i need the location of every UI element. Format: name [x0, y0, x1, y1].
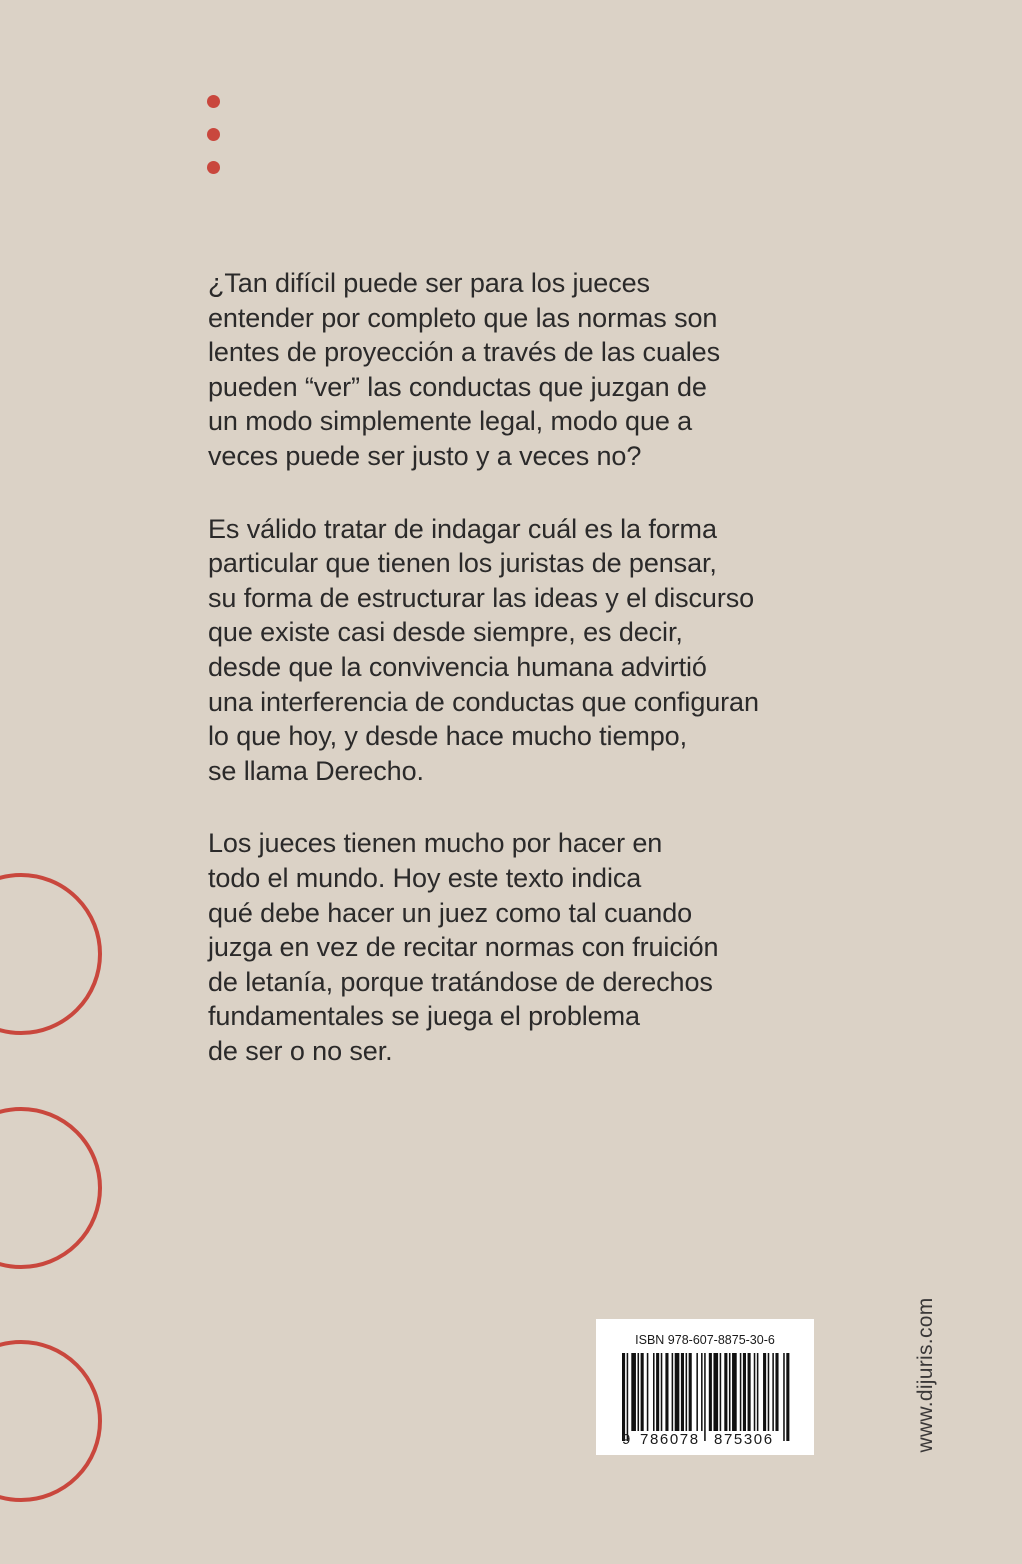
red-dot — [207, 95, 220, 108]
text-line: veces puede ser justo y a veces no? — [208, 440, 642, 471]
barcode-bar — [748, 1353, 751, 1431]
text-line: todo el mundo. Hoy este texto indica — [208, 862, 642, 893]
paragraph-3 — [208, 826, 848, 1068]
paragraph-1 — [208, 266, 848, 474]
text-line: juzga en vez de recitar normas con fruición — [208, 932, 719, 963]
circle-outline-icon — [0, 1107, 102, 1269]
website-text: www.dijuris.com — [914, 1297, 937, 1453]
text-line: que existe casi desde siempre, es decir, — [208, 617, 683, 648]
barcode-bar — [696, 1353, 698, 1431]
text-line: de ser o no ser. — [208, 1035, 393, 1066]
barcode-digit-first: 9 — [622, 1431, 631, 1448]
barcode-bar — [772, 1353, 774, 1431]
barcode-bar — [740, 1353, 742, 1431]
barcode-bar — [754, 1353, 756, 1431]
barcode-bar — [622, 1353, 625, 1441]
barcode-bar — [686, 1353, 688, 1431]
decorative-circles — [0, 873, 120, 1513]
barcode-bar — [656, 1353, 659, 1431]
barcode-bar — [665, 1353, 668, 1431]
text-line: fundamentales se juega el problema — [208, 1001, 640, 1032]
barcode-bar — [638, 1353, 640, 1431]
text-line: se llama Derecho. — [208, 755, 424, 786]
barcode-digits-right: 875306 — [714, 1431, 774, 1448]
barcode-digits-left: 786078 — [640, 1431, 700, 1448]
text-line: pueden “ver” las conductas que juzgan de — [208, 371, 707, 402]
barcode-bar — [786, 1353, 789, 1441]
barcode-bar — [681, 1353, 684, 1431]
barcode-bar — [743, 1353, 746, 1431]
barcode-bar — [641, 1353, 644, 1431]
barcode-bar — [675, 1353, 680, 1431]
barcode-bar — [709, 1353, 712, 1431]
text-line: una interferencia de conductas que configuran — [208, 686, 759, 717]
barcode-bar — [661, 1353, 663, 1431]
barcode-icon — [618, 1353, 792, 1441]
text-line: su forma de estructurar las ideas y el discurso — [208, 582, 755, 613]
barcode-bar — [653, 1353, 655, 1431]
text-line: lo que hoy, y desde hace mucho tiempo, — [208, 721, 687, 752]
barcode-bar — [783, 1353, 785, 1441]
text-line: de letanía, porque tratándose de derechos — [208, 966, 713, 997]
barcode-bar — [704, 1353, 706, 1441]
text-line: ¿Tan difícil puede ser para los jueces — [208, 268, 650, 298]
text-line: qué debe hacer un juez como tal cuando — [208, 897, 693, 928]
text-line: particular que tienen los juristas de pensar, — [208, 548, 717, 579]
barcode-bar — [713, 1353, 718, 1431]
barcode-bar — [729, 1353, 731, 1431]
barcode-bar — [757, 1353, 759, 1431]
barcode-bar — [732, 1353, 737, 1431]
barcode-bar — [627, 1353, 629, 1441]
red-dot — [207, 161, 220, 174]
barcode-bar — [724, 1353, 727, 1431]
circle-outline-icon — [0, 1340, 102, 1502]
barcode-bar — [689, 1353, 692, 1431]
text-line: lentes de proyección a través de las cuales — [208, 337, 720, 368]
isbn-label: ISBN 978-607-8875-30-6 — [635, 1333, 775, 1347]
barcode-bar — [768, 1353, 770, 1431]
red-dot — [207, 128, 220, 141]
text-line: Los jueces tienen mucho por hacer en — [208, 828, 663, 859]
decorative-dots — [207, 95, 221, 194]
paragraph-2 — [208, 512, 848, 789]
publisher-website — [906, 1292, 946, 1458]
barcode-bar — [672, 1353, 674, 1431]
barcode-bar — [631, 1353, 636, 1431]
barcode-bar — [720, 1353, 722, 1431]
isbn-barcode — [596, 1319, 814, 1455]
barcode-bar — [763, 1353, 766, 1431]
barcode-bar — [775, 1353, 778, 1431]
barcode-bar — [647, 1353, 649, 1431]
synopsis-text — [208, 266, 848, 1106]
text-line: desde que la convivencia humana advirtió — [208, 651, 707, 682]
text-line: un modo simplemente legal, modo que a — [208, 406, 693, 437]
text-line: entender por completo que las normas son — [208, 302, 718, 333]
barcode-bar — [701, 1353, 703, 1431]
circle-outline-icon — [0, 873, 102, 1035]
text-line: Es válido tratar de indagar cuál es la forma — [208, 513, 717, 544]
